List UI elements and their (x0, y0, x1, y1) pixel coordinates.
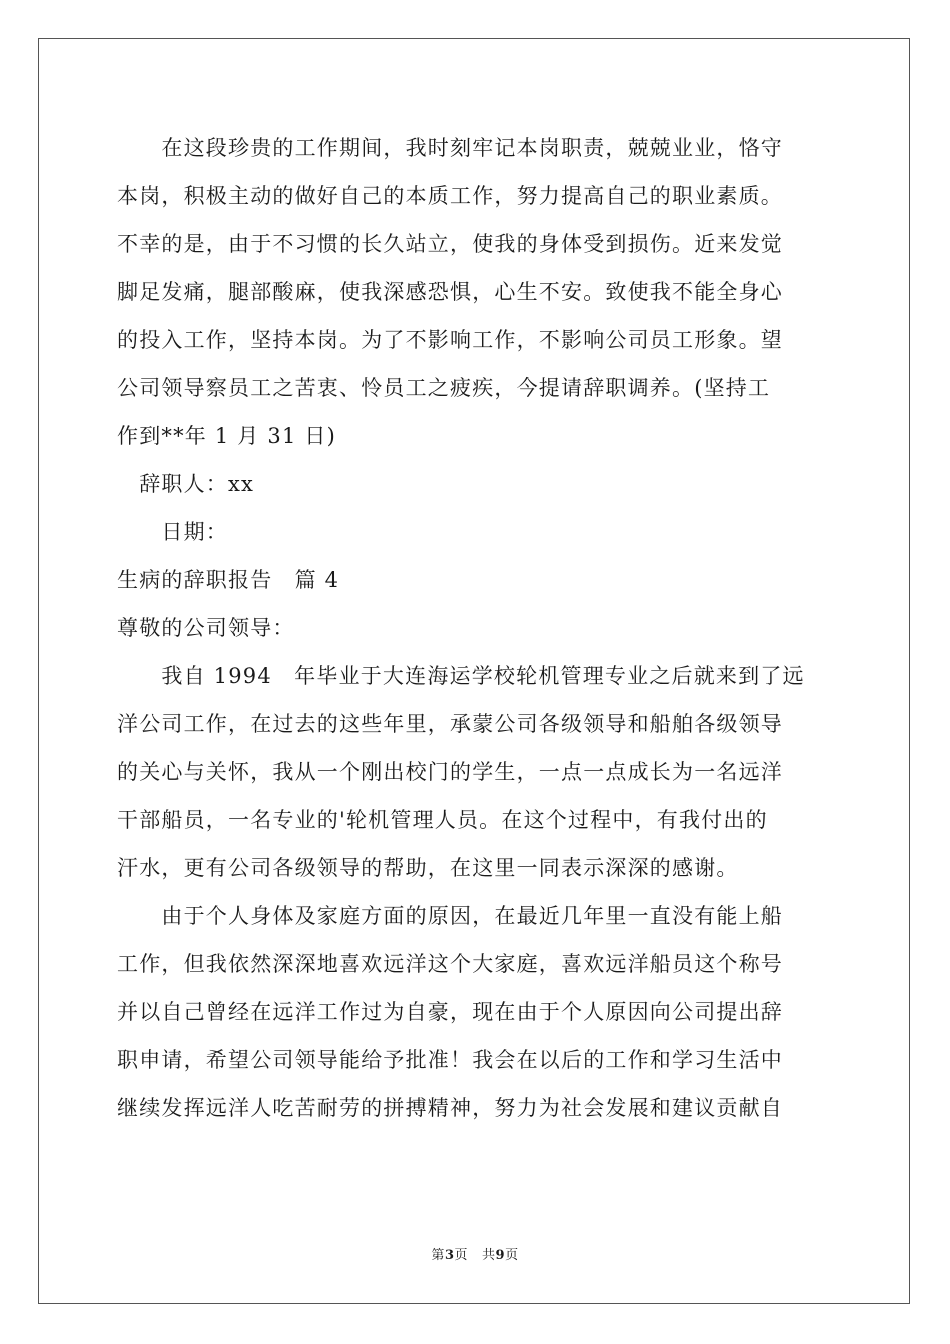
text-line: 公司领导察员工之苦衷、怜员工之疲疾，今提请辞职调养。(坚持工 (117, 376, 771, 400)
total-prefix: 共 (482, 1248, 496, 1263)
text-line: 我自 1994 年毕业于大连海运学校轮机管理专业之后就来到了远 (117, 664, 805, 688)
text-line: 在这段珍贵的工作期间，我时刻牢记本岗职责，兢兢业业，恪守 (117, 136, 783, 160)
total-suffix: 页 (505, 1248, 519, 1263)
page-footer (0, 1244, 950, 1263)
text-line: 的投入工作，坚持本岗。为了不影响工作，不影响公司员工形象。望 (117, 328, 783, 352)
page-prefix: 第 (431, 1248, 445, 1263)
text-line: 汗水，更有公司各级领导的帮助，在这里一同表示深深的感谢。 (117, 856, 739, 880)
salutation: 尊敬的公司领导： (117, 616, 295, 640)
text-line: 作到**年 1 月 31 日) (117, 424, 336, 448)
text-line: 本岗，积极主动的做好自己的本质工作，努力提高自己的职业素质。 (117, 184, 783, 208)
section-heading: 生病的辞职报告 篇 4 (117, 568, 340, 592)
signature-line: 辞职人：xx (117, 472, 255, 496)
text-line: 工作，但我依然深深地喜欢远洋这个大家庭，喜欢远洋船员这个称号 (117, 952, 783, 976)
text-line: 干部船员，一名专业的'轮机管理人员。在这个过程中，有我付出的 (117, 808, 768, 832)
text-line: 继续发挥远洋人吃苦耐劳的拼搏精神，努力为社会发展和建议贡献自 (117, 1096, 783, 1120)
text-line: 洋公司工作，在过去的这些年里，承蒙公司各级领导和船舶各级领导 (117, 712, 783, 736)
text-line: 脚足发痛，腿部酸麻，使我深感恐惧，心生不安。致使我不能全身心 (117, 280, 783, 304)
text-line: 职申请，希望公司领导能给予批准！我会在以后的工作和学习生活中 (117, 1048, 783, 1072)
document-body (117, 124, 837, 1132)
text-line: 的关心与关怀，我从一个刚出校门的学生，一点一点成长为一名远洋 (117, 760, 783, 784)
date-line: 日期： (117, 520, 228, 544)
text-line: 不幸的是，由于不习惯的长久站立，使我的身体受到损伤。近来发觉 (117, 232, 783, 256)
page-suffix: 页 (454, 1248, 468, 1263)
page-current: 3 (444, 1248, 455, 1263)
text-line: 并以自己曾经在远洋工作过为自豪，现在由于个人原因向公司提出辞 (117, 1000, 783, 1024)
page-total: 9 (495, 1248, 506, 1263)
text-line: 由于个人身体及家庭方面的原因，在最近几年里一直没有能上船 (117, 904, 783, 928)
